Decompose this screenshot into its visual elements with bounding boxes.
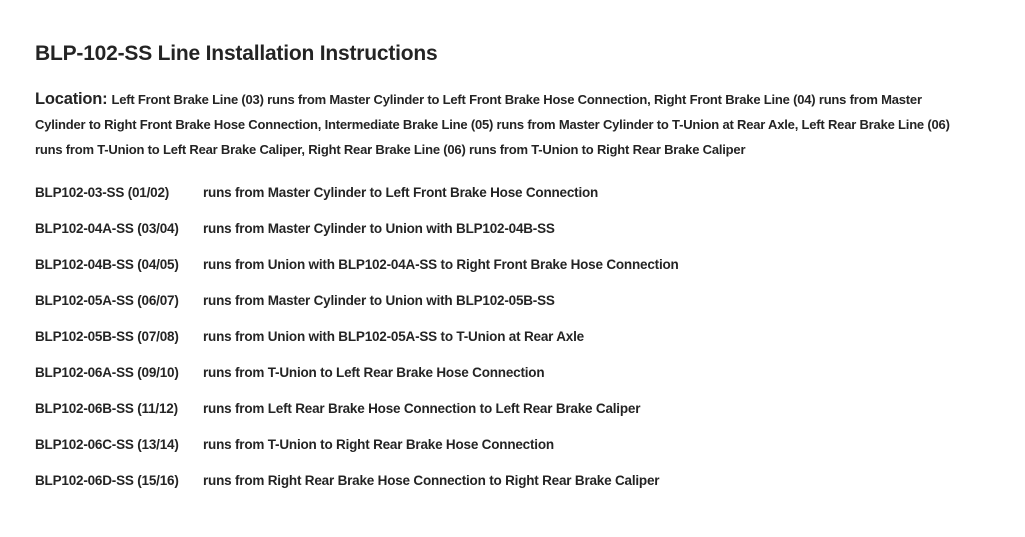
part-description: runs from T-Union to Left Rear Brake Hose Connection — [203, 365, 545, 380]
parts-list — [35, 184, 679, 489]
part-description: runs from Left Rear Brake Hose Connection to Left Rear Brake Caliper — [203, 401, 641, 416]
part-line-row — [35, 292, 679, 309]
part-line-row — [35, 400, 679, 417]
part-description: runs from Master Cylinder to Left Front Brake Hose Connection — [203, 185, 599, 200]
part-line-row — [35, 220, 679, 237]
location-paragraph — [35, 87, 967, 162]
part-description: runs from Master Cylinder to Union with BLP102-05B-SS — [203, 293, 555, 308]
part-number: BLP102-06D-SS (15/16) — [35, 473, 179, 488]
part-number: BLP102-05A-SS (06/07) — [35, 293, 179, 308]
part-line-row — [35, 364, 679, 381]
page-title: BLP-102-SS Line Installation Instructions — [35, 42, 438, 66]
part-number: BLP102-03-SS (01/02) — [35, 185, 170, 200]
part-line-row — [35, 436, 679, 453]
part-description: runs from T-Union to Right Rear Brake Hose Connection — [203, 437, 554, 452]
part-number: BLP102-06A-SS (09/10) — [35, 365, 179, 380]
part-number: BLP102-04A-SS (03/04) — [35, 221, 179, 236]
part-line-row — [35, 256, 679, 273]
part-description: runs from Union with BLP102-05A-SS to T-Union at Rear Axle — [203, 329, 584, 344]
part-number: BLP102-06C-SS (13/14) — [35, 437, 179, 452]
part-description: runs from Union with BLP102-04A-SS to Right Front Brake Hose Connection — [203, 257, 679, 272]
location-text: Left Front Brake Line (03) runs from Master Cylinder to Left Front Brake Hose Connection, Right Front Brake Line (04) runs from Master Cylinder to Right Front Brake Hose Connection, Intermediate Brake Line (05) runs from Master Cylinder to T-Union at Rear Axle, Left Rear Brake Line (06) runs from T-Union to Left Rear Brake Caliper, Right Rear Brake Line (06) runs from T-Union to Right Rear Brake Caliper — [35, 92, 950, 157]
part-line-row — [35, 184, 679, 201]
part-number: BLP102-04B-SS (04/05) — [35, 257, 179, 272]
part-description: runs from Right Rear Brake Hose Connection to Right Rear Brake Caliper — [203, 473, 660, 488]
location-label: Location: — [35, 90, 108, 108]
part-line-row — [35, 472, 679, 489]
part-number: BLP102-05B-SS (07/08) — [35, 329, 179, 344]
part-line-row — [35, 328, 679, 345]
part-description: runs from Master Cylinder to Union with BLP102-04B-SS — [203, 221, 555, 236]
part-number: BLP102-06B-SS (11/12) — [35, 401, 178, 416]
